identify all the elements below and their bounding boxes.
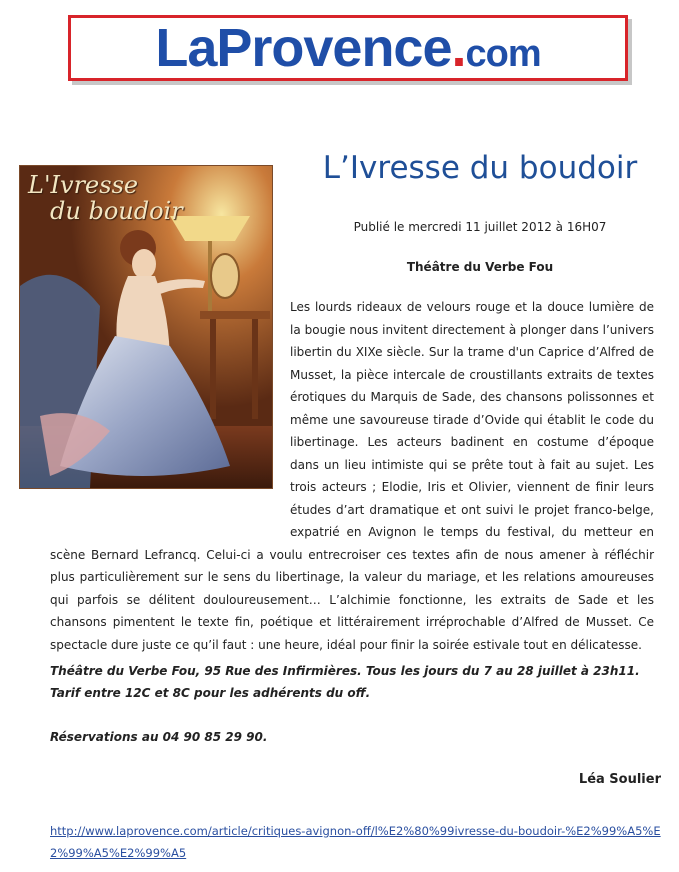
logo-dot: . (451, 18, 466, 78)
image-wrap-spacer (50, 296, 290, 524)
painting-title-line2: du boudoir (50, 197, 183, 225)
article-body (50, 296, 654, 656)
painting-title (28, 172, 183, 224)
publication-date: Publié le mercredi 11 juillet 2012 à 16H07 (353, 220, 607, 234)
logo-main-text: LaProvence (155, 18, 452, 78)
article-body-text: Les lourds rideaux de velours rouge et la douce lumière de la bougie nous invitent directement à plonger dans l’univers libertin du XIXe siècle. Sur la trame d'un Caprice d’Alfred de Musset, la pièce intercale de croustillants extraits de textes érotiques du Marquis de Sade, des chansons polissonnes et même une savoureuse tirade d’Ovide qui établit le code du libertinage. Les acteurs badinent en costume d’époque dans un lieu intimiste qui se prête tout à fait au sujet. Les trois acteurs ; Elodie, Iris et Olivier, viennent de finir leurs études d’art dramatique et ont suivi le projet franco-belge, expatrié en Avignon le temps du festival, du metteur en scène Bernard Lefrancq. Celui-ci a voulu entrecroiser ces textes afin de nous amener à réfléchir plus particulièrement sur le sens du libertinage, la valeur du mariage, et les relations amoureuses qui parfois se délitent douloureusement… L’alchimie fonctionne, les extraits de Sade et les chansons pimentent le texte fin, poétique et littérairement irréprochable d’Alfred de Musset. Ce spectacle dure juste ce qu’il faut : une heure, idéal pour finir la soirée estivale tout en délicatesse. (50, 300, 654, 652)
venue-heading: Théâtre du Verbe Fou (406, 260, 554, 274)
source-url-link[interactable]: http://www.laprovence.com/article/critiques-avignon-off/l%E2%80%99ivresse-du-boudoir-%E2%99%A5%E2%99%A5%E2%99%A5 (50, 824, 661, 860)
logo-com-text: com (465, 33, 541, 75)
reservations-info: Réservations au 04 90 85 29 90. (50, 730, 268, 744)
article-title: L’Ivresse du boudoir (322, 150, 638, 186)
painting-title-line1: L'Ivresse (28, 171, 139, 199)
practical-info: Théâtre du Verbe Fou, 95 Rue des Infirmières. Tous les jours du 7 au 28 juillet à 23h11. Tarif entre 12C et 8C pour les adhérents du off. (50, 664, 640, 700)
masthead-logo[interactable] (68, 15, 628, 81)
author-name: Léa Soulier (578, 772, 661, 787)
